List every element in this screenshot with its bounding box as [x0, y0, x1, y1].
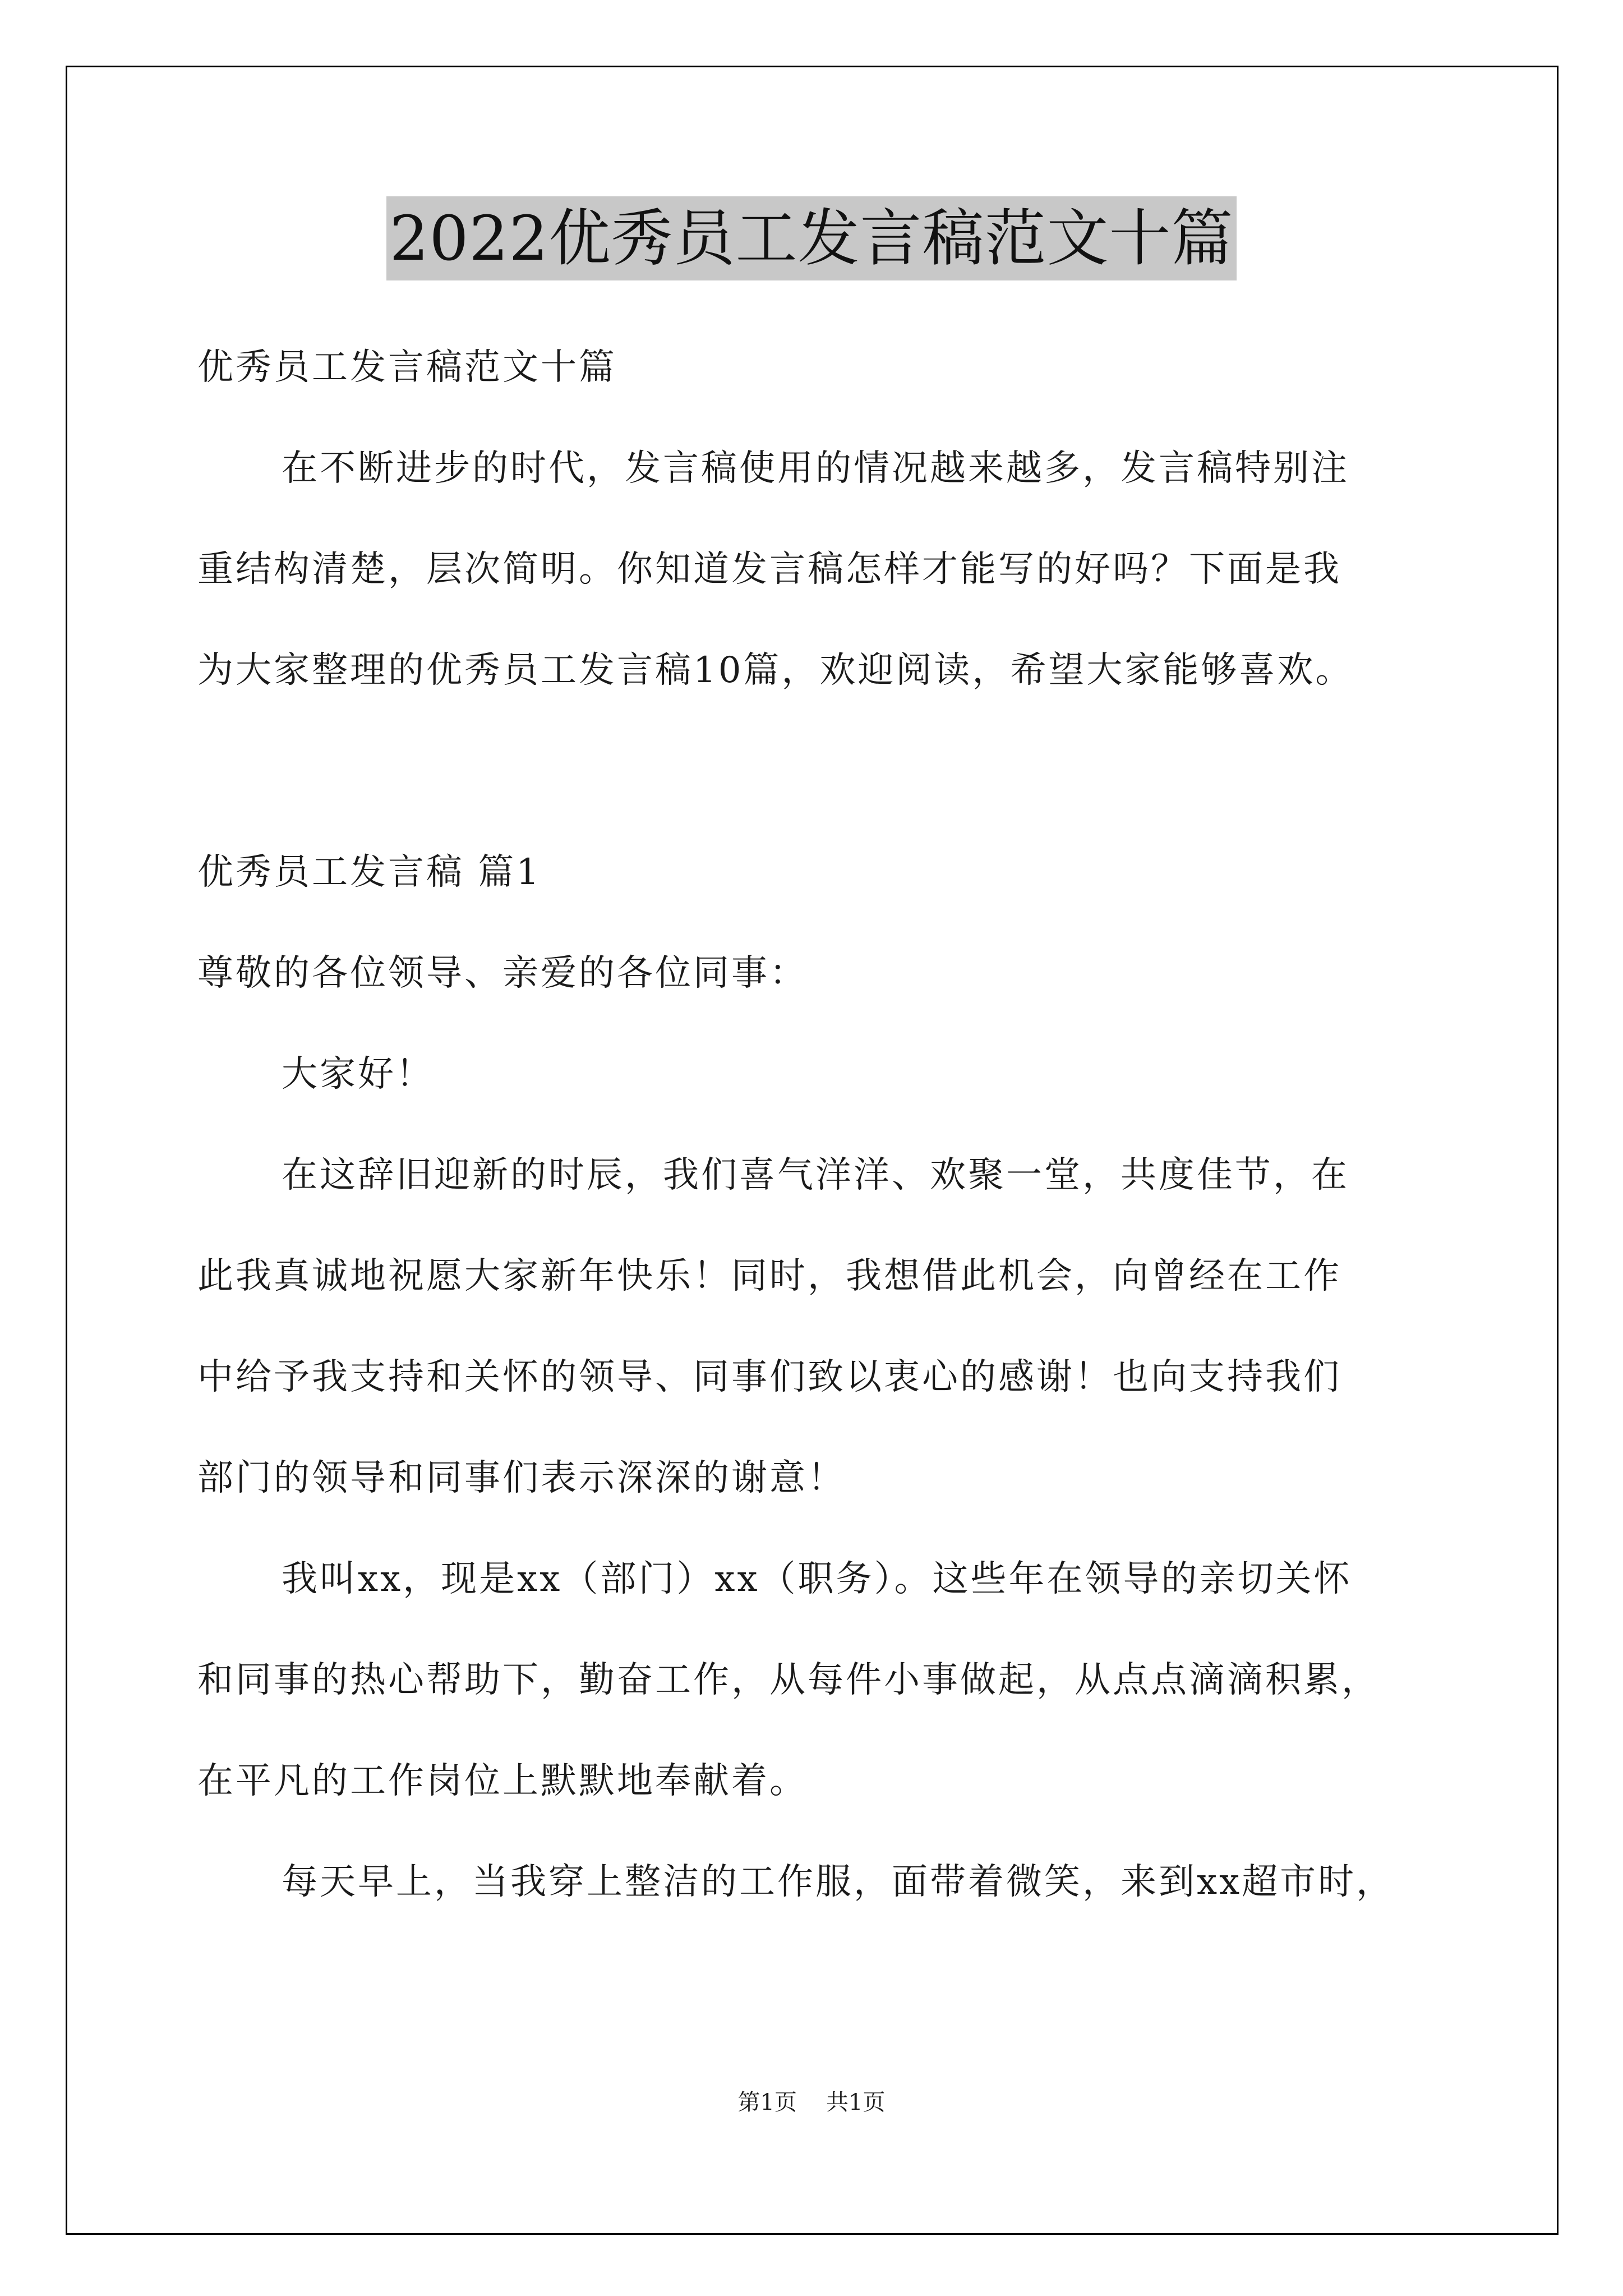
document-title: 2022优秀员工发言稿范文十篇 [386, 196, 1237, 280]
page-footer [0, 2086, 1623, 2119]
title-container [0, 196, 1623, 280]
paragraph-line: 和同事的热心帮助下，勤奋工作，从每件小事做起，从点点滴滴积累， [197, 1659, 1380, 1701]
intro-line-2: 重结构清楚，层次简明。你知道发言稿怎样才能写的好吗？下面是我 [197, 549, 1341, 590]
paragraph-line: 此我真诚地祝愿大家新年快乐！同时，我想借此机会，向曾经在工作 [197, 1255, 1341, 1297]
intro-line-1: 在不断进步的时代，发言稿使用的情况越来越多，发言稿特别注 [282, 448, 1349, 489]
subtitle: 优秀员工发言稿范文十篇 [197, 347, 617, 388]
paragraph-line: 我叫xx，现是xx（部门）xx（职务）。这些年在领导的亲切关怀 [282, 1558, 1352, 1600]
paragraph-line: 中给予我支持和关怀的领导、同事们致以衷心的感谢！也向支持我们 [197, 1356, 1341, 1398]
page-number: 第1页 [737, 2090, 797, 2115]
page-total: 共1页 [826, 2090, 886, 2115]
greeting: 大家好！ [282, 1053, 434, 1095]
paragraph-line: 部门的领导和同事们表示深深的谢意！ [197, 1457, 846, 1499]
paragraph-line: 在这辞旧迎新的时辰，我们喜气洋洋、欢聚一堂，共度佳节，在 [282, 1154, 1349, 1196]
section-heading: 优秀员工发言稿 篇1 [197, 852, 542, 893]
paragraph-line: 每天早上，当我穿上整洁的工作服，面带着微笑，来到xx超市时， [282, 1861, 1395, 1903]
intro-line-3: 为大家整理的优秀员工发言稿10篇，欢迎阅读，希望大家能够喜欢。 [197, 650, 1354, 691]
salutation: 尊敬的各位领导、亲爱的各位同事： [197, 953, 808, 994]
paragraph-line: 在平凡的工作岗位上默默地奉献着。 [197, 1760, 808, 1802]
